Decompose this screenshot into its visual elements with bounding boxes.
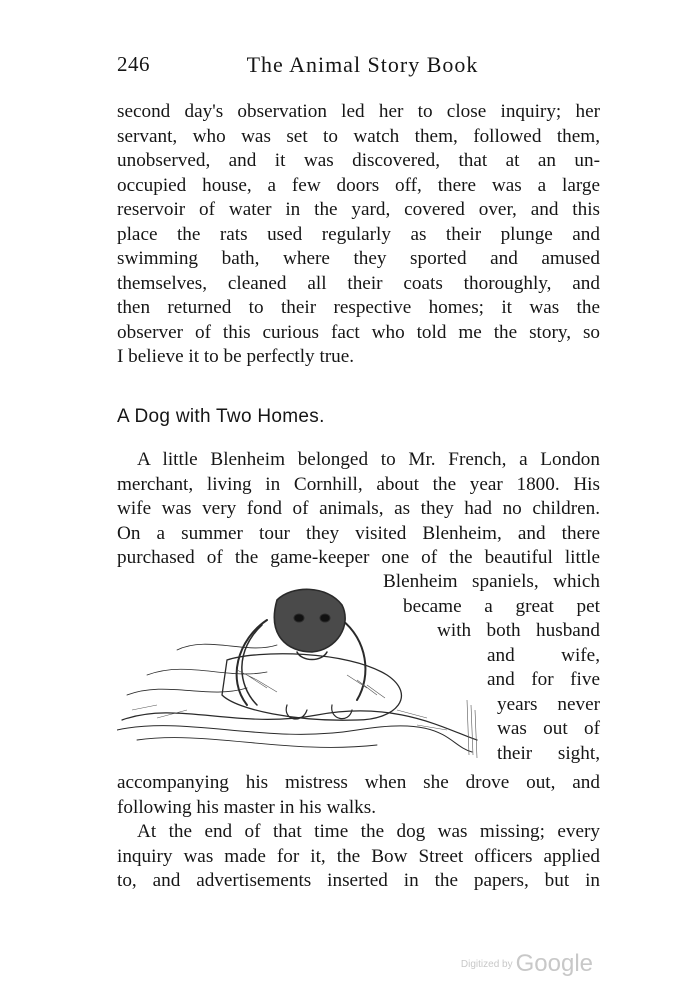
text-line: years never <box>497 693 600 715</box>
text-line: A little Blenheim belonged to Mr. French, a London <box>137 449 600 470</box>
paragraph-rats-bath <box>117 100 600 370</box>
text-line: to, and advertisements inserted in the papers, but in <box>117 870 600 891</box>
text-line: with both husband <box>437 620 600 641</box>
text-line: inquiry was made for it, the Bow Street officers applied <box>117 845 600 867</box>
digitized-watermark <box>461 950 593 978</box>
text-line: accompanying his mistress when she drove out, and <box>117 772 600 793</box>
text-line: purchased of the game-keeper one of the beautiful little <box>117 547 600 568</box>
page-number: 246 <box>117 52 150 76</box>
text-line: then returned to their respective homes; it was the <box>117 297 600 318</box>
digitized-prefix: Digitized by <box>460 959 513 971</box>
page-header <box>117 52 600 82</box>
text-line: On a summer tour they visited Blenheim, and there <box>117 522 600 544</box>
running-title: The Animal Story Book <box>246 52 479 77</box>
paragraph-dog-missing <box>117 820 600 894</box>
text-line: observer of this curious fact who told me the story, so <box>117 321 600 343</box>
text-line: Blenheim spaniels, which <box>383 571 600 592</box>
text-line: themselves, cleaned all their coats thoroughly, and <box>117 272 600 294</box>
paragraph-blenheim-close <box>117 771 600 820</box>
text-line: became a great pet <box>403 595 600 617</box>
text-line: reservoir of water in the yard, covered over, and this <box>117 199 600 220</box>
text-line: following his master in his walks. <box>117 796 377 818</box>
brand-name: Google <box>515 950 593 977</box>
text-line: and for five <box>487 669 600 690</box>
paragraph-blenheim-intro <box>117 448 600 571</box>
text-line: swimming bath, where they sported and amused <box>117 248 600 269</box>
text-line: At the end of that time the dog was missing; every <box>137 821 600 842</box>
text-line: and wife, <box>487 644 600 666</box>
text-line: was out of <box>497 718 600 739</box>
text-line: their sight, <box>497 742 600 764</box>
text-line: occupied house, a few doors off, there was a large <box>117 174 600 196</box>
text-line: second day's observation led her to close inquiry; her <box>117 101 600 122</box>
text-line: wife was very fond of animals, as they had no children. <box>117 498 600 519</box>
text-line: servant, who was set to watch them, followed them, <box>117 125 600 147</box>
text-line: merchant, living in Cornhill, about the year 1800. His <box>117 473 600 495</box>
text-line: unobserved, and it was discovered, that at an un- <box>117 150 600 171</box>
spaniel-illustration <box>117 580 497 760</box>
text-line: place the rats used regularly as their plunge and <box>117 223 600 245</box>
section-heading: A Dog with Two Homes. <box>117 406 325 427</box>
text-line: I believe it to be perfectly true. <box>117 346 355 367</box>
